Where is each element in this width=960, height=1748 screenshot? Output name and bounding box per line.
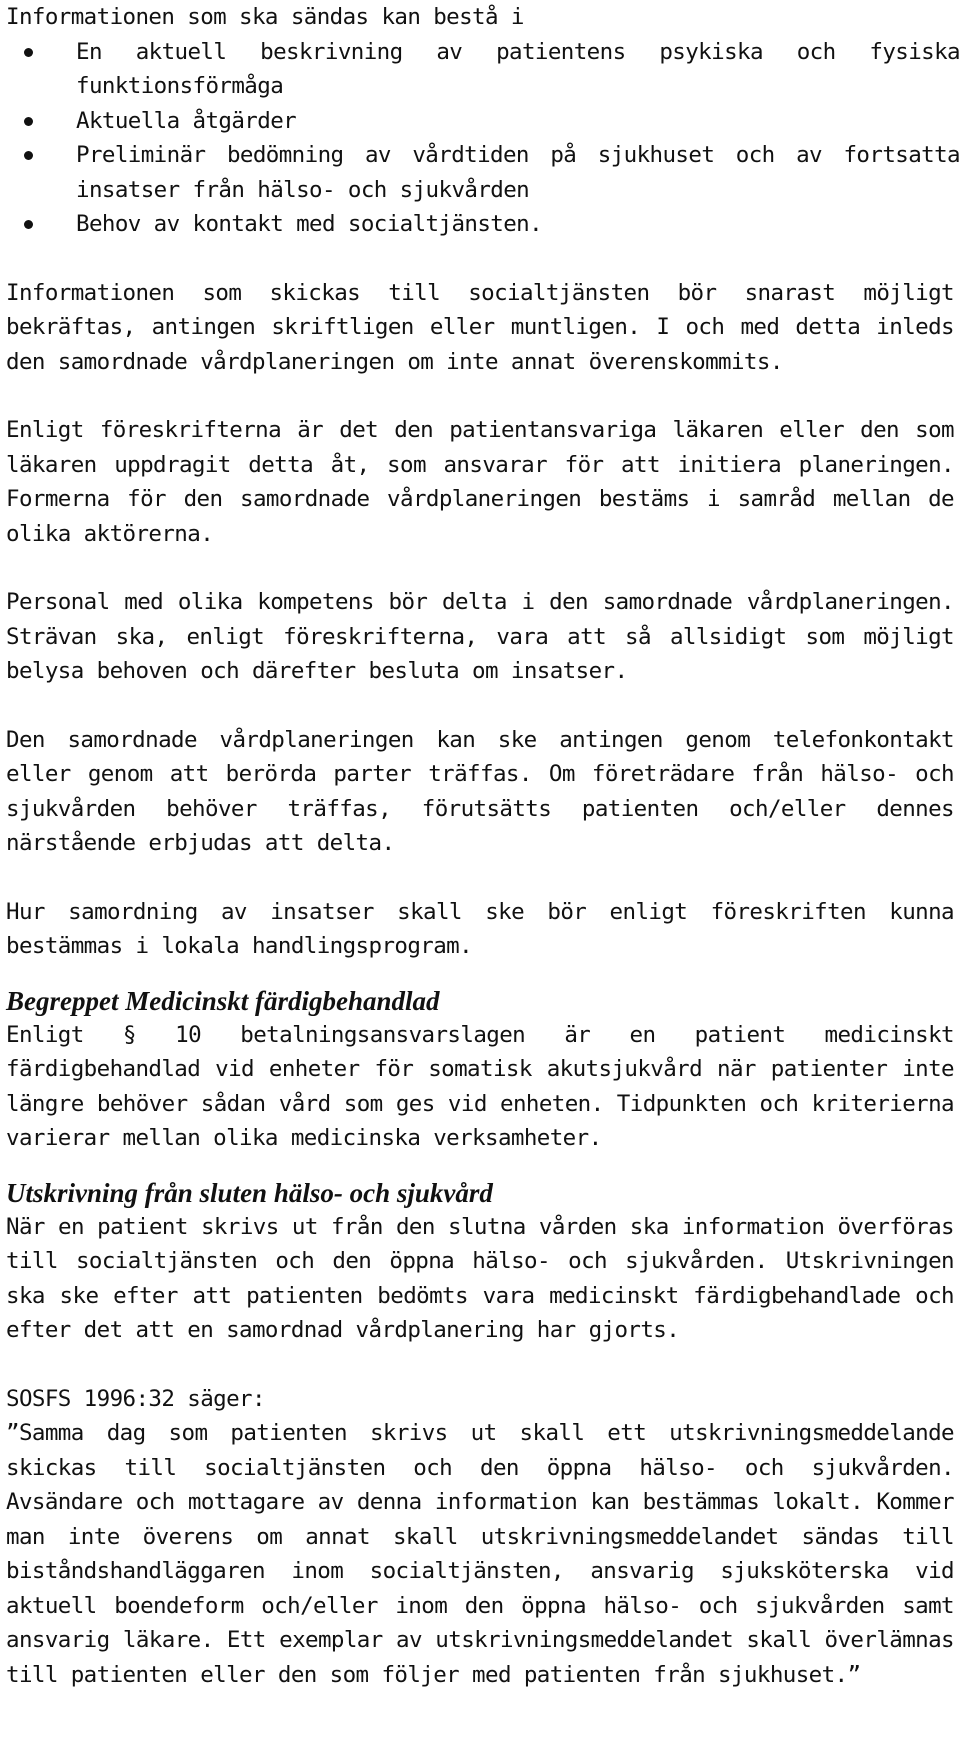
- list-item: Aktuella åtgärder: [0, 104, 960, 139]
- paragraph-confirmation: Informationen som skickas till socialtjänsten bör snarast möjligt bekräftas, antingen skriftligen eller muntligen. I och med detta inleds den samordnade vårdplaneringen om inte annat överenskommits.: [6, 279, 954, 375]
- intro-text: Informationen som ska sändas kan bestå i: [6, 4, 524, 30]
- paragraph-personnel: Personal med olika kompetens bör delta i den samordnade vårdplaneringen. Strävan ska, enligt föreskrifterna, vara att så allsidigt som möjligt belysa behoven och därefter besluta om insatser.: [6, 589, 954, 684]
- list-item: Preliminär bedömning av vårdtiden på sjukhuset och av fortsatta insatser från hälso- och sjukvården: [0, 138, 960, 207]
- bullet-icon: [24, 48, 33, 57]
- paragraph-medically-finished: Enligt § 10 betalningsansvarslagen är en patient medicinskt färdigbehandlad vid enheter för somatisk akutsjukvård när patienter inte längre behöver sådan vård som ges vid enheten. Tidpunkten och kriterierna varierar mellan olika medicinska verksamheter.: [6, 1021, 954, 1151]
- paragraph-discharge: När en patient skrivs ut från den slutna vården ska information överföras till socialtjänsten och den öppna hälso- och sjukvården. Utskrivningen ska ske efter att patienten bedömts vara medicinskt färdigbehandlade och efter det att en samordnad vårdplanering har gjorts.: [6, 1213, 954, 1343]
- paragraph-local-program: Hur samordning av insatser skall ske bör enligt föreskriften kunna bestämmas i lokala handlingsprogram.: [6, 898, 954, 959]
- info-bullet-list: [0, 35, 960, 242]
- regulation-quote: ”Samma dag som patienten skrivs ut skall ett utskrivningsmeddelande skickas till socialtjänsten och den öppna hälso- och sjukvården. Avsändare och mottagare av denna information kan bestämmas lokalt. Kommer man inte överens om annat skall utskrivningsmeddelandet sändas till biståndshandläggaren inom socialtjänsten, ansvarig sjuksköterska vid aktuell boendeform och/eller inom den öppna hälso- och sjukvården samt ansvarig läkare. Ett exemplar av utskrivningsmeddelandet skall överlämnas till patienten eller den som följer med patienten från sjukhuset.”: [6, 1420, 954, 1688]
- section-heading-medically-finished: Begreppet Medicinskt färdigbehandlad: [6, 985, 440, 1016]
- list-item: En aktuell beskrivning av patientens psykiska och fysiska funktionsförmåga: [0, 35, 960, 104]
- bullet-icon: [24, 151, 33, 160]
- bullet-icon: [24, 117, 33, 126]
- bullet-icon: [24, 220, 33, 229]
- regulation-reference: SOSFS 1996:32 säger:: [6, 1385, 265, 1412]
- paragraph-planning-method: Den samordnade vårdplaneringen kan ske antingen genom telefonkontakt eller genom att berörda parter träffas. Om företrädare från hälso- och sjukvården behöver träffas, förutsätts patienten och/eller dennes närstående erbjudas att delta.: [6, 726, 954, 856]
- list-item: Behov av kontakt med socialtjänsten.: [0, 207, 960, 242]
- section-heading-discharge: Utskrivning från sluten hälso- och sjukvård: [6, 1177, 493, 1208]
- paragraph-responsibility: Enligt föreskrifterna är det den patientansvariga läkaren eller den som läkaren uppdragit detta åt, som ansvarar för att initiera planeringen. Formerna för den samordnade vårdplaneringen bestäms i samråd mellan de olika aktörerna.: [6, 417, 954, 547]
